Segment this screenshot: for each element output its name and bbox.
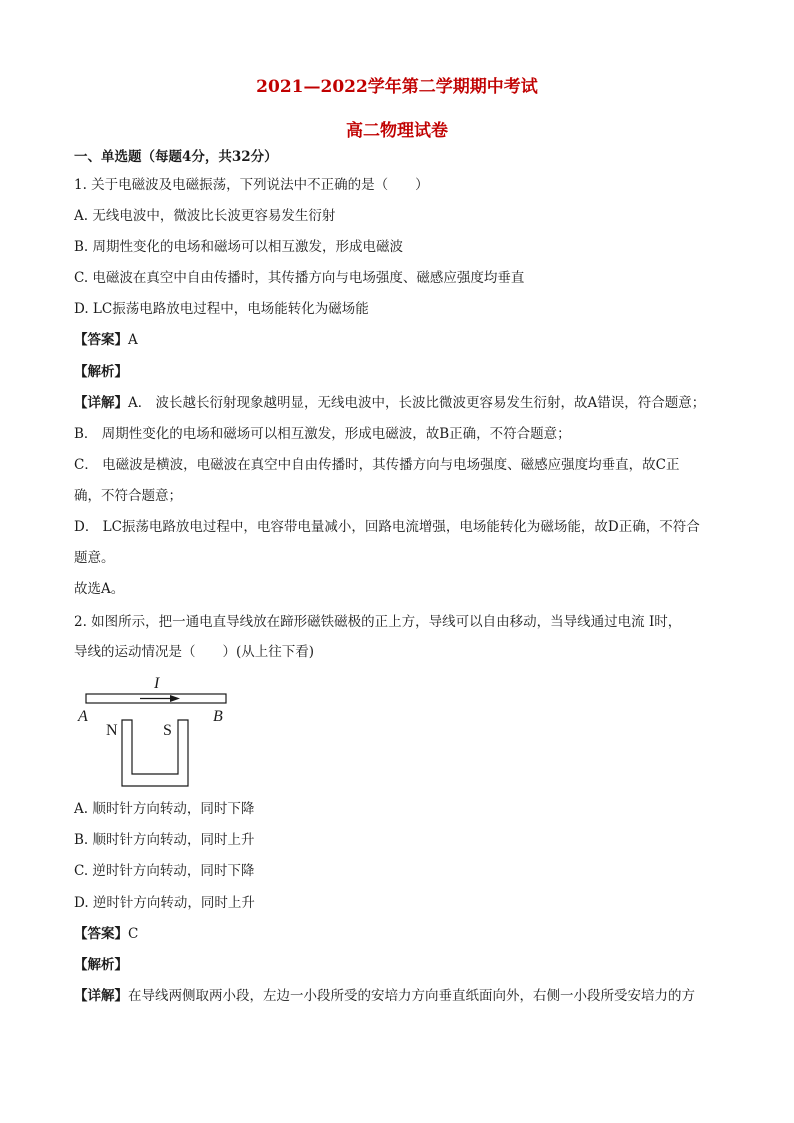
pole-n-label: N	[106, 722, 118, 739]
q2-detail-line-1	[74, 987, 734, 1005]
detail-tag: 【详解】	[74, 988, 128, 1004]
q1-option-c: C. 电磁波在真空中自由传播时，其传播方向与电场强度、磁感应强度均垂直	[74, 270, 525, 286]
detail-tag: 【详解】	[74, 395, 128, 411]
end-label-b: B	[213, 708, 223, 725]
current-label: I	[154, 675, 160, 692]
q2-stem-line-1: 2. 如图所示，把一通电直导线放在蹄形磁铁磁极的正上方，导线可以自由移动，当导线通过电流 I时，	[74, 614, 682, 630]
q1-detail-line-2: B． 周期性变化的电场和磁场可以相互激发，形成电磁波，故B正确，不符合题意；	[74, 426, 571, 442]
q1-stem: 1. 关于电磁波及电磁振荡，下列说法中不正确的是（ ）	[74, 177, 429, 193]
detail-text: A． 波长越长衍射现象越明显，无线电波中，长波比微波更容易发生衍射，故A错误，符合题意；	[128, 395, 706, 411]
q1-detail-line-1	[74, 394, 734, 412]
q1-option-d: D. LC振荡电路放电过程中，电场能转化为磁场能	[74, 301, 369, 317]
horseshoe-magnet	[122, 720, 188, 786]
section-heading: 一、单选题（每题4分，共32分）	[74, 149, 278, 165]
end-label-a: A	[78, 708, 88, 725]
q2-answer	[74, 925, 734, 943]
q1-detail-line-6: 题意。	[74, 550, 115, 566]
q2-option-d: D. 逆时针方向转动，同时上升	[74, 895, 255, 911]
current-arrow-head	[170, 695, 180, 702]
q2-option-b: B. 顺时针方向转动，同时上升	[74, 832, 255, 848]
q2-analysis-tag: 【解析】	[74, 957, 128, 973]
q1-detail-line-3: C． 电磁波是横波，电磁波在真空中自由传播时，其传播方向与电场强度、磁感应强度均垂直，故C正	[74, 457, 680, 473]
q2-stem-line-2: 导线的运动情况是（ ）(从上往下看)	[74, 644, 315, 660]
q1-detail-line-5: D． LC振荡电路放电过程中，电容带电量减小，回路电流增强，电场能转化为磁场能，故D正确，不符合	[74, 519, 700, 535]
answer-tag: 【答案】	[74, 332, 128, 348]
q1-analysis-tag: 【解析】	[74, 364, 128, 380]
q2-option-c: C. 逆时针方向转动，同时下降	[74, 863, 255, 879]
magnet-wire-diagram	[74, 668, 234, 788]
answer-tag: 【答案】	[74, 926, 128, 942]
answer-value: A	[128, 332, 138, 348]
answer-value: C	[128, 926, 139, 942]
magnet-wire-figure	[74, 668, 234, 788]
exam-subtitle: 高二物理试卷	[346, 121, 448, 141]
q2-option-a: A. 顺时针方向转动，同时下降	[74, 801, 255, 817]
q1-option-a: A. 无线电波中，微波比长波更容易发生衍射	[74, 208, 336, 224]
exam-title: 2021—2022学年第二学期期中考试	[256, 77, 538, 97]
q1-answer	[74, 331, 734, 349]
q1-detail-line-4: 确，不符合题意；	[74, 488, 182, 504]
pole-s-label: S	[163, 722, 172, 739]
detail-text: 在导线两侧取两小段，左边一小段所受的安培力方向垂直纸面向外，右侧一小段所受安培力的方	[128, 988, 695, 1004]
q1-conclusion: 故选A。	[74, 581, 125, 597]
q1-option-b: B. 周期性变化的电场和磁场可以相互激发，形成电磁波	[74, 239, 404, 255]
